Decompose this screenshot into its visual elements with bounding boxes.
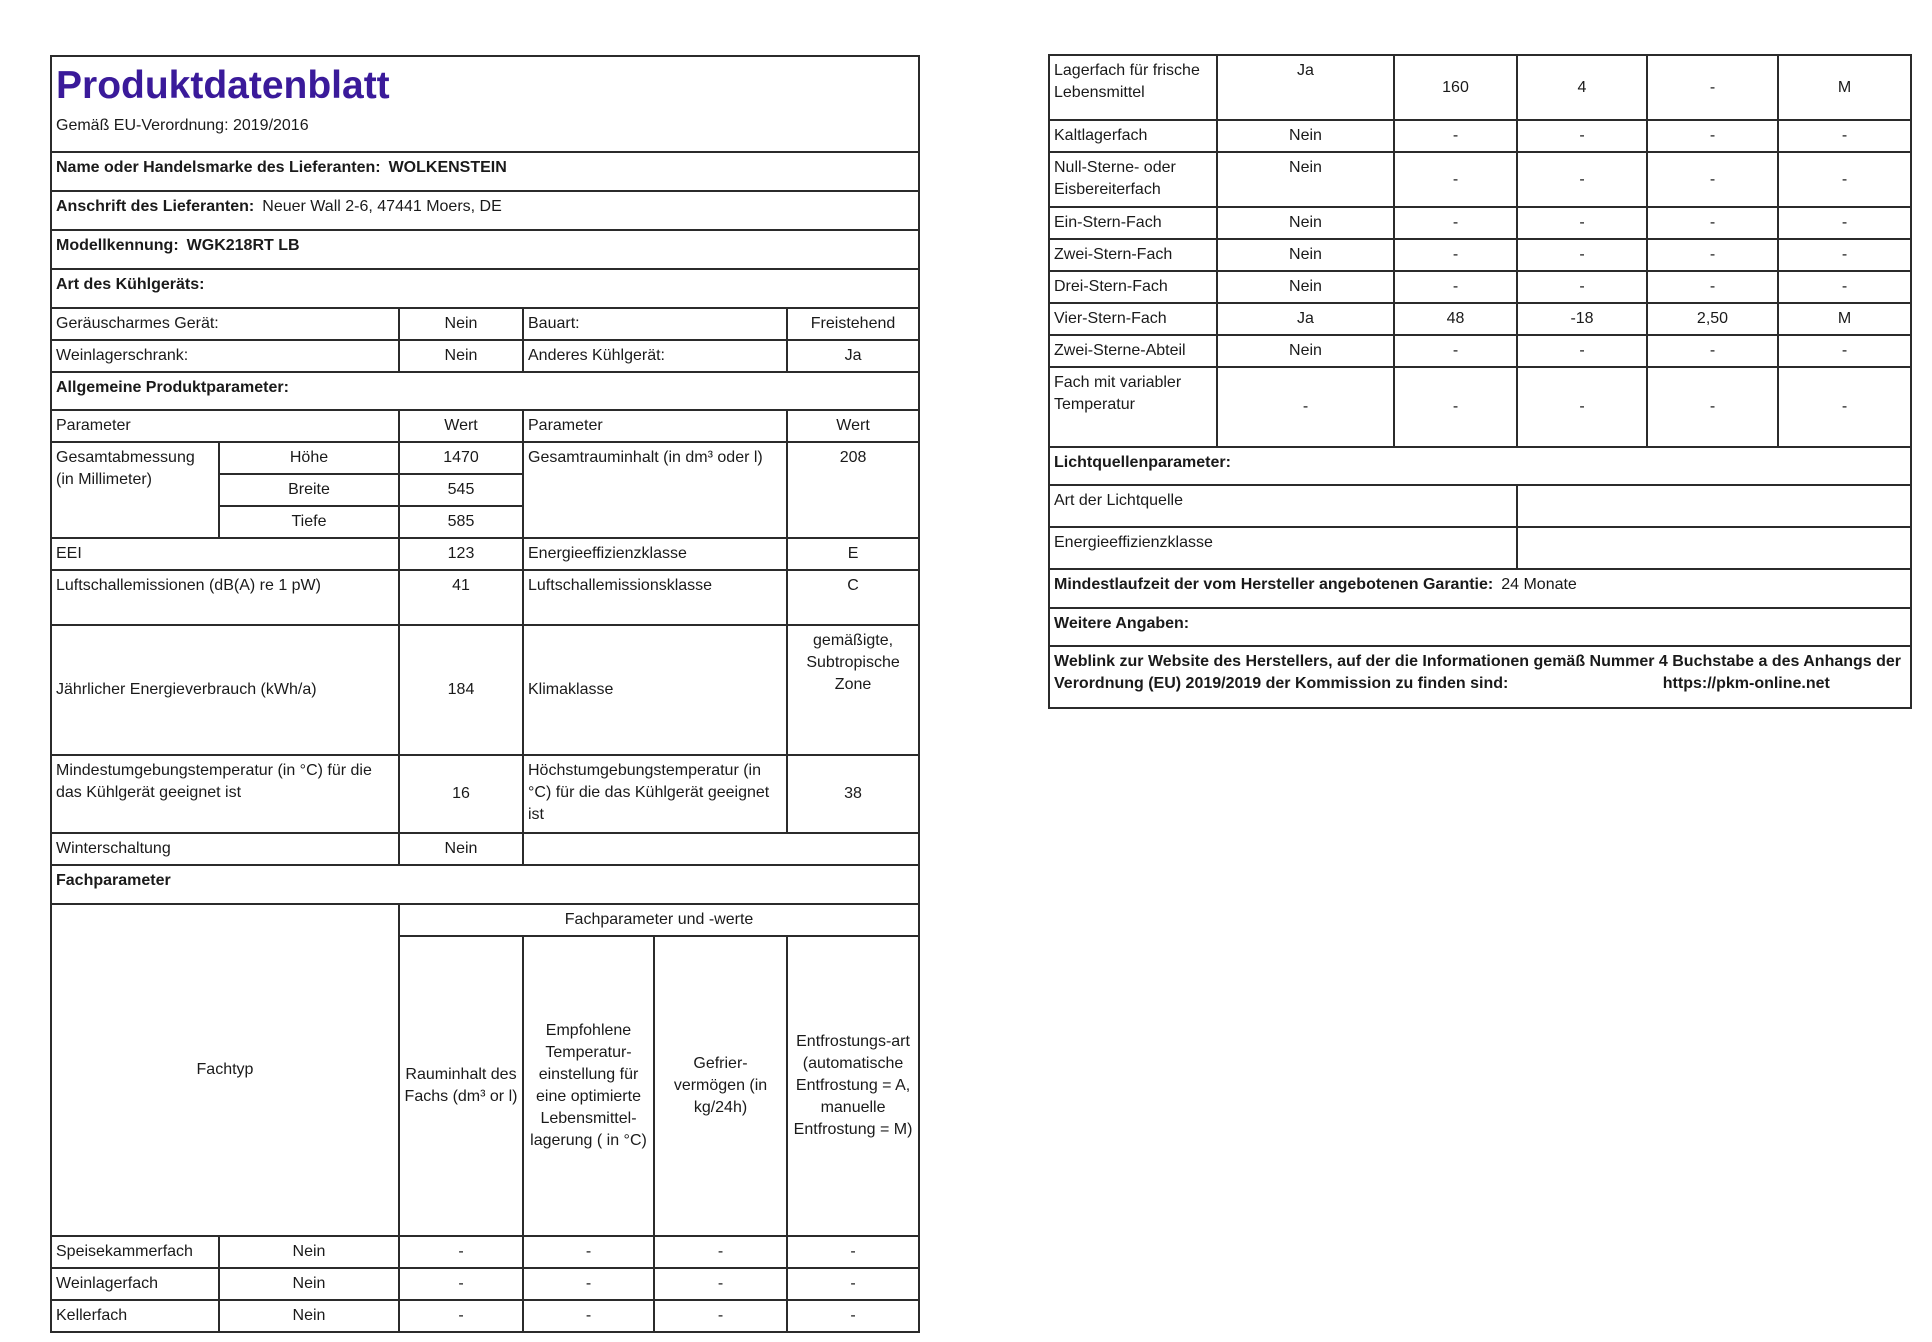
product-datasheet-left (50, 55, 920, 1333)
table-row (1049, 120, 1911, 152)
compartment-name: Lagerfach für frische Lebensmittel (1049, 55, 1217, 120)
winter-switch-label: Winterschaltung (51, 833, 399, 865)
compartment-volume: - (1394, 335, 1517, 367)
model-value: WGK218RT LB (186, 237, 300, 254)
noise-emission-label: Luftschallemissionen (dB(A) re 1 pW) (51, 570, 399, 625)
table-row (1049, 207, 1911, 239)
compartment-temp: - (523, 1236, 654, 1268)
noise-emission-value: 41 (399, 570, 523, 625)
compartment-name: Drei-Stern-Fach (1049, 271, 1217, 303)
compartment-volume-header: Rauminhalt des Fachs (dm³ or l) (399, 936, 523, 1236)
climate-class-label: Klimaklasse (523, 625, 787, 755)
width-value: 545 (399, 474, 523, 506)
compartment-defrost: - (1778, 335, 1911, 367)
other-appliance-value: Ja (787, 340, 919, 372)
eei-label: EEI (51, 538, 399, 570)
compartment-freeze: 2,50 (1647, 303, 1778, 335)
max-temp-value: 38 (787, 755, 919, 833)
energy-consumption-label: Jährlicher Energieverbrauch (kWh/a) (51, 625, 399, 755)
table-row (51, 1268, 919, 1300)
volume-label: Gesamtrauminhalt (in dm³ oder l) (523, 442, 787, 538)
table-row (1049, 239, 1911, 271)
compartment-name: Fach mit variabler Temperatur (1049, 367, 1217, 447)
compartment-defrost: M (1778, 55, 1911, 120)
compartment-freeze: - (1647, 207, 1778, 239)
table-row (1049, 335, 1911, 367)
light-type-label: Art der Lichtquelle (1049, 485, 1517, 527)
noise-class-value: C (787, 570, 919, 625)
compartment-present: Nein (1217, 239, 1394, 271)
compartment-name: Speisekammerfach (51, 1236, 219, 1268)
compartment-temp: - (1517, 367, 1647, 447)
depth-label: Tiefe (219, 506, 399, 538)
model-row (51, 230, 919, 269)
table-row (51, 1236, 919, 1268)
compartment-freeze: - (1647, 120, 1778, 152)
compartment-volume: - (1394, 120, 1517, 152)
compartment-name: Zwei-Sterne-Abteil (1049, 335, 1217, 367)
min-temp-label: Mindestumgebungstemperatur (in °C) für die das Kühlgerät geeignet ist (51, 755, 399, 833)
compartment-freeze: - (1647, 335, 1778, 367)
compartment-name: Vier-Stern-Fach (1049, 303, 1217, 335)
depth-value: 585 (399, 506, 523, 538)
efficiency-class-value: E (787, 538, 919, 570)
climate-class-value: gemäßigte, Subtropische Zone (787, 625, 919, 755)
compartment-name: Weinlagerfach (51, 1268, 219, 1300)
compartment-type-header: Fachtyp (51, 904, 399, 1236)
compartment-defrost-header: Entfrostungs-art (automatische Entfrostung = A, manuelle Entfrostung = M) (787, 936, 919, 1236)
value-column-header: Wert (399, 410, 523, 442)
compartment-defrost: - (787, 1236, 919, 1268)
other-appliance-label: Anderes Kühlgerät: (523, 340, 787, 372)
winter-switch-value: Nein (399, 833, 523, 865)
compartment-temp: 4 (1517, 55, 1647, 120)
table-row (1049, 152, 1911, 207)
further-info-heading: Weitere Angaben: (1049, 608, 1911, 646)
compartment-volume: - (399, 1268, 523, 1300)
table-row (51, 1300, 919, 1332)
compartment-defrost: - (1778, 367, 1911, 447)
supplier-name-value: WOLKENSTEIN (388, 159, 507, 176)
compartment-present: Nein (1217, 120, 1394, 152)
compartment-volume: - (1394, 207, 1517, 239)
warranty-row (1049, 569, 1911, 608)
energy-consumption-value: 184 (399, 625, 523, 755)
compartment-present: Ja (1217, 55, 1394, 120)
compartment-temp: - (1517, 335, 1647, 367)
min-temp-value: 16 (399, 755, 523, 833)
compartment-defrost: - (1778, 152, 1911, 207)
compartment-volume: - (1394, 271, 1517, 303)
noise-class-label: Luftschallemissionsklasse (523, 570, 787, 625)
design-value: Freistehend (787, 308, 919, 340)
compartment-freeze: - (1647, 239, 1778, 271)
compartment-volume: - (1394, 367, 1517, 447)
compartment-present: Nein (219, 1236, 399, 1268)
eei-value: 123 (399, 538, 523, 570)
appliance-type-heading: Art des Kühlgeräts: (51, 269, 919, 308)
compartment-freeze: - (1647, 271, 1778, 303)
efficiency-class-label: Energieeffizienzklasse (523, 538, 787, 570)
table-row (1049, 367, 1911, 447)
page-title: Produktdatenblatt (56, 64, 390, 107)
empty-cell (523, 833, 919, 865)
compartment-present: Nein (1217, 335, 1394, 367)
compartment-volume: - (1394, 152, 1517, 207)
compartment-defrost: - (787, 1268, 919, 1300)
supplier-address-row (51, 191, 919, 230)
supplier-address-value: Neuer Wall 2-6, 47441 Moers, DE (262, 198, 502, 215)
compartment-name: Zwei-Stern-Fach (1049, 239, 1217, 271)
volume-value: 208 (787, 442, 919, 538)
compartment-present: Nein (1217, 271, 1394, 303)
compartment-defrost: - (1778, 271, 1911, 303)
low-noise-label: Geräuscharmes Gerät: (51, 308, 399, 340)
compartment-present: Nein (219, 1268, 399, 1300)
compartment-freeze: - (1647, 152, 1778, 207)
table-row (1049, 55, 1911, 120)
light-type-value (1517, 485, 1911, 527)
param-column-header: Parameter (51, 410, 399, 442)
compartment-present: Nein (219, 1300, 399, 1332)
compartment-present: Ja (1217, 303, 1394, 335)
supplier-name-label: Name oder Handelsmarke des Lieferanten: (56, 159, 381, 176)
compartment-volume: - (1394, 239, 1517, 271)
compartment-present: Nein (1217, 207, 1394, 239)
compartment-temp-header: Empfohlene Temperatur-einstellung für eine optimierte Lebensmittel-lagerung ( in °C) (523, 936, 654, 1236)
model-label: Modellkennung: (56, 237, 179, 254)
param-column-header-2: Parameter (523, 410, 787, 442)
compartment-name: Ein-Stern-Fach (1049, 207, 1217, 239)
compartment-name: Kaltlagerfach (1049, 120, 1217, 152)
compartment-freeze: - (654, 1236, 787, 1268)
compartment-name: Kellerfach (51, 1300, 219, 1332)
light-efficiency-label: Energieeffizienzklasse (1049, 527, 1517, 569)
wine-cabinet-label: Weinlagerschrank: (51, 340, 399, 372)
title-block (51, 56, 919, 152)
compartment-temp: - (1517, 239, 1647, 271)
compartment-freeze-header: Gefrier-vermögen (in kg/24h) (654, 936, 787, 1236)
compartment-name: Null-Sterne- oder Eisbereiterfach (1049, 152, 1217, 207)
weblink-text: Weblink zur Website des Herstellers, auf der die Informationen gemäß Nummer 4 Buchstabe a des Anhangs der Verordnung (EU) 2019/2019 der Kommission zu finden sind: (1054, 653, 1902, 692)
compartment-group-header: Fachparameter und -werte (399, 904, 919, 936)
compartment-defrost: - (1778, 207, 1911, 239)
width-label: Breite (219, 474, 399, 506)
compartment-defrost: - (1778, 239, 1911, 271)
light-source-heading: Lichtquellenparameter: (1049, 447, 1911, 485)
compartment-freeze: - (1647, 55, 1778, 120)
wine-cabinet-value: Nein (399, 340, 523, 372)
compartment-volume: - (399, 1236, 523, 1268)
value-column-header-2: Wert (787, 410, 919, 442)
compartment-temp: - (1517, 271, 1647, 303)
height-value: 1470 (399, 442, 523, 474)
regulation-subtitle: Gemäß EU-Verordnung: 2019/2016 (56, 117, 309, 134)
compartment-volume: 160 (1394, 55, 1517, 120)
compartment-temp: - (1517, 207, 1647, 239)
compartment-defrost: - (787, 1300, 919, 1332)
compartment-temp: - (523, 1300, 654, 1332)
compartment-freeze: - (654, 1300, 787, 1332)
compartment-present: Nein (1217, 152, 1394, 207)
table-row (1049, 271, 1911, 303)
weblink-row (1049, 646, 1911, 708)
compartment-freeze: - (654, 1268, 787, 1300)
height-label: Höhe (219, 442, 399, 474)
product-datasheet-right (1048, 54, 1912, 709)
warranty-label: Mindestlaufzeit der vom Hersteller angebotenen Garantie: (1054, 576, 1494, 593)
compartment-temp: -18 (1517, 303, 1647, 335)
compartment-temp: - (1517, 120, 1647, 152)
compartment-heading: Fachparameter (51, 865, 919, 904)
general-params-heading: Allgemeine Produktparameter: (51, 372, 919, 410)
supplier-address-label: Anschrift des Lieferanten: (56, 198, 255, 215)
max-temp-label: Höchstumgebungstemperatur (in °C) für die das Kühlgerät geeignet ist (523, 755, 787, 833)
compartment-freeze: - (1647, 367, 1778, 447)
design-label: Bauart: (523, 308, 787, 340)
dimensions-label: Gesamtabmessung (in Millimeter) (51, 442, 219, 538)
light-efficiency-value (1517, 527, 1911, 569)
weblink-url[interactable]: https://pkm-online.net (1662, 675, 1830, 692)
compartment-temp: - (1517, 152, 1647, 207)
compartment-volume: 48 (1394, 303, 1517, 335)
compartment-temp: - (523, 1268, 654, 1300)
warranty-value: 24 Monate (1501, 576, 1577, 593)
compartment-volume: - (399, 1300, 523, 1332)
compartment-defrost: - (1778, 120, 1911, 152)
table-row (1049, 303, 1911, 335)
compartment-defrost: M (1778, 303, 1911, 335)
compartment-present: - (1217, 367, 1394, 447)
supplier-name-row (51, 152, 919, 191)
low-noise-value: Nein (399, 308, 523, 340)
